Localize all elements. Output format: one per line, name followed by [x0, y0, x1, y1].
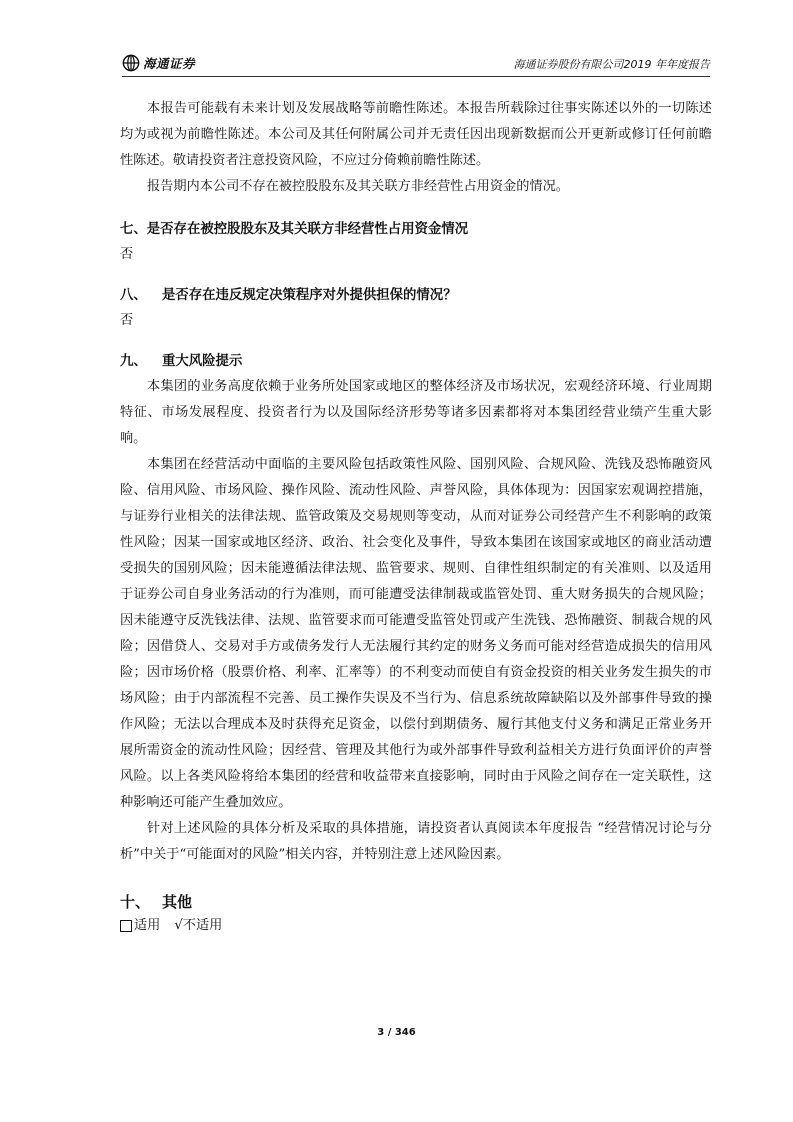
- section-8-answer: 否: [120, 313, 134, 328]
- page-body: [120, 96, 712, 938]
- section-9-paragraph-3: 针对上述风险的具体分析及采取的具体措施，请投资者认真阅读本年度报告 “经营情况讨论与分析”中关于“可能面对的风险”相关内容，并特别注意上述风险因素。: [120, 821, 712, 862]
- section-8-title: 是否存在违反规定决策程序对外提供担保的情况？: [162, 288, 457, 303]
- applicable-label: 适用: [134, 918, 161, 933]
- company-logo: [122, 52, 195, 74]
- logo-text: 海通证券: [143, 56, 196, 71]
- intro-paragraph-2: 报告期内本公司不存在被控股股东及其关联方非经营性占用资金的情况。: [147, 179, 569, 194]
- section-9-heading: [120, 350, 712, 374]
- section-7-heading: [120, 218, 712, 242]
- section-7-answer: 否: [120, 247, 134, 262]
- applicability-options: [120, 914, 712, 938]
- page-header: [122, 52, 710, 78]
- section-10-title: 其他: [162, 893, 193, 911]
- section-9-paragraph-1: 本集团的业务高度依赖于业务所处国家或地区的整体经济及市场状况，宏观经济环境、行业周期特征、市场发展程度、投资者行为以及国际经济形势等诸多因素都将对本集团经营业绩产生重大影响。: [120, 379, 712, 446]
- header-divider: [122, 76, 710, 77]
- section-10-number: 十、: [120, 893, 151, 911]
- page-number: 3 / 346: [377, 1027, 416, 1038]
- section-7-number: 七、: [120, 222, 147, 237]
- section-8-number: 八、: [120, 288, 147, 303]
- not-applicable-label: √不适用: [174, 918, 223, 933]
- section-9-number: 九、: [120, 354, 147, 369]
- section-10-heading: [120, 890, 712, 914]
- section-8-heading: [120, 284, 712, 308]
- globe-logo-icon: [122, 54, 140, 72]
- applicable-checkbox[interactable]: [120, 920, 132, 932]
- intro-paragraph-1: 本报告可能载有未来计划及发展战略等前瞻性陈述。本报告所载除过往事实陈述以外的一切陈述均为或视为前瞻性陈述。本公司及其任何附属公司并无责任因出现新数据而公开更新或修订任何前瞻性陈述。敬请投资者注意投资风险，不应过分倚赖前瞻性陈述。: [120, 101, 712, 168]
- section-9-title: 重大风险提示: [162, 354, 243, 369]
- report-title: 海通证券股份有限公司2019 年年度报告: [513, 58, 710, 71]
- section-9-paragraph-2: 本集团在经营活动中面临的主要风险包括政策性风险、国别风险、合规风险、洗钱及恐怖融资风险、信用风险、市场风险、操作风险、流动性风险、声誉风险，具体体现为：因国家宏观调控措施，与证券行业相关的法律法规、监管政策及交易规则等变动，从而对证券公司经营产生不利影响的政策性风险；因某一国家或地区经济、政治、社会变化及事件，导致本集团在该国家或地区的商业活动遭受损失的国别风险；因未能遵循法律法规、监管要求、规则、自律性组织制定的有关准则、以及适用于证券公司自身业务活动的行为准则，而可能遭受法律制裁或监管处罚、重大财务损失的合规风险；因未能遵守反洗钱法律、法规、监管要求而可能遭受监管处罚或产生洗钱、恐怖融资、制裁合规的风险；因借贷人、交易对手方或债务发行人无法履行其约定的财务义务而可能对经营造成损失的信用风险；因市场价格（股票价格、利率、汇率等）的不利变动而使自有资金投资的相关业务发生损失的市场风险；由于内部流程不完善、员工操作失误及不当行为、信息系统故障缺陷以及外部事件导致的操作风险；无法以合理成本及时获得充足资金，以偿付到期债务、履行其他支付义务和满足正常业务开展所需资金的流动性风险；因经营、管理及其他行为或外部事件导致利益相关方进行负面评价的声誉风险。以上各类风险将给本集团的经营和收益带来直接影响，同时由于风险之间存在一定关联性，这种影响还可能产生叠加效应。: [120, 457, 712, 810]
- section-7-title: 是否存在被控股股东及其关联方非经营性占用资金情况: [146, 222, 469, 237]
